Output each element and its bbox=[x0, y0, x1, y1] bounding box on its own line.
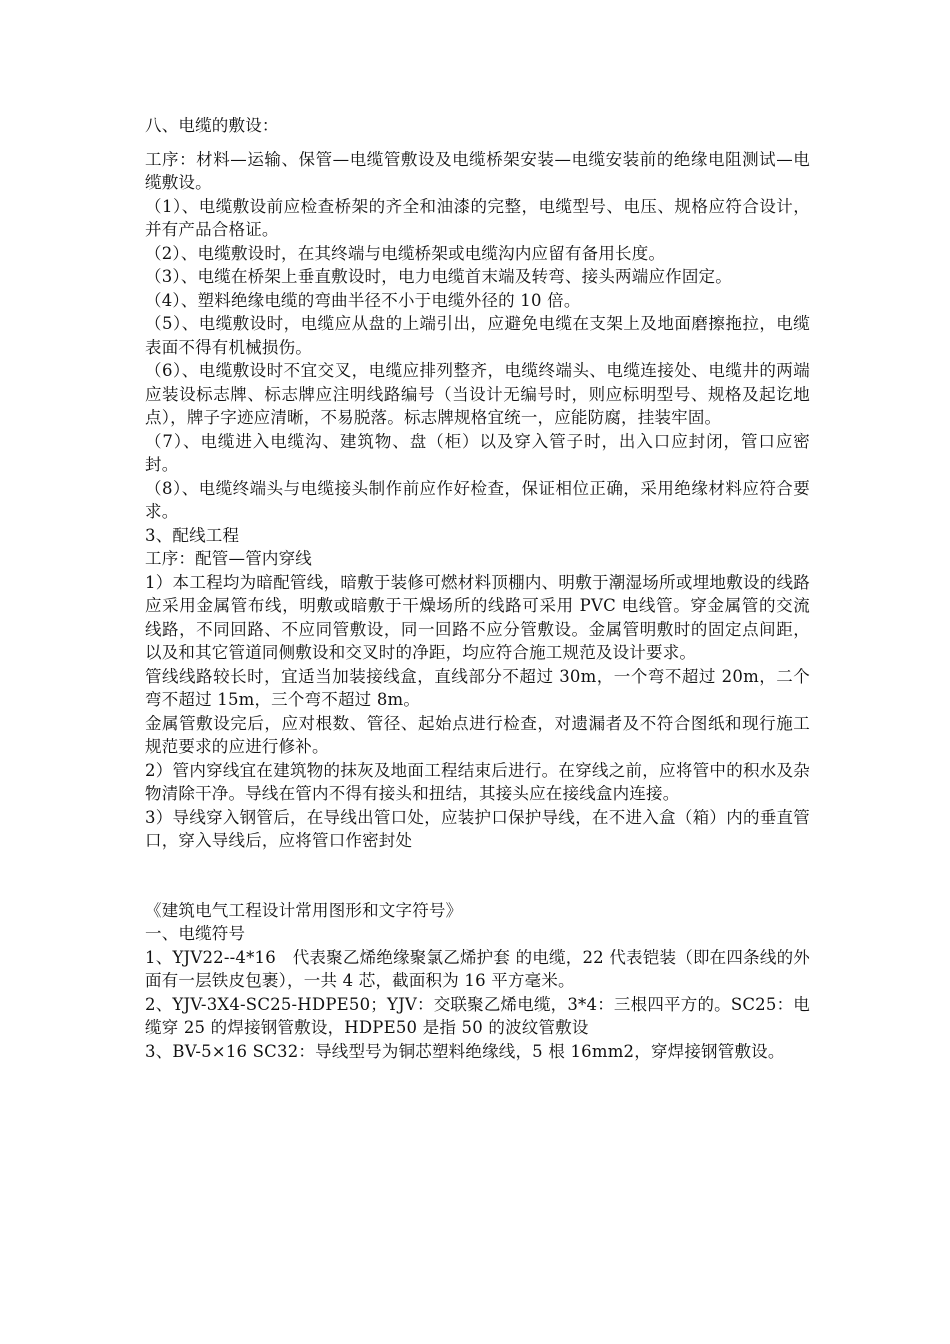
section-spacer bbox=[145, 853, 810, 899]
cable-item-4: （4）、塑料绝缘电缆的弯曲半径不小于电缆外径的 10 倍。 bbox=[145, 290, 581, 310]
wiring-paragraph-3: 金属管敷设完后，应对根数、管径、起始点进行检查，对遗漏者及不符合图纸和现行施工规范要求的应进行修补。 bbox=[145, 713, 810, 756]
cable-item-1: （1）、电缆敷设前应检查桥架的齐全和油漆的完整，电缆型号、电压、规格应符合设计，并有产品合格证。 bbox=[145, 196, 810, 239]
wiring-paragraph-5: 3）导线穿入钢管后，在导线出管口处，应装护口保护导线，在不进入盒（箱）内的垂直管口，穿入导线后，应将管口作密封处 bbox=[145, 807, 810, 850]
cable-item-7: （7）、电缆进入电缆沟、建筑物、盘（柜）以及穿入管子时，出入口应封闭，管口应密封。 bbox=[145, 431, 810, 474]
symbol-item-2: 2、YJV-3X4-SC25-HDPE50；YJV：交联聚乙烯电缆，3*4：三根四平方的。SC25：电缆穿 25 的焊接钢管敷设，HDPE50 是指 50 的波纹管敷设 bbox=[145, 994, 810, 1037]
cable-item-8: （8）、电缆终端头与电缆接头制作前应作好检查，保证相位正确，采用绝缘材料应符合要求。 bbox=[145, 478, 810, 521]
wiring-paragraph-2: 管线线路较长时，宜适当加装接线盒，直线部分不超过 30m，一个弯不超过 20m，二个弯不超过 15m，三个弯不超过 8m。 bbox=[145, 666, 810, 709]
cable-item-2: （2）、电缆敷设时，在其终端与电缆桥架或电缆沟内应留有备用长度。 bbox=[145, 243, 666, 263]
cable-item-3: （3）、电缆在桥架上垂直敷设时，电力电缆首末端及转弯、接头两端应作固定。 bbox=[145, 267, 732, 286]
section-heading-cable-laying: 八、电缆的敷设： bbox=[145, 116, 279, 135]
symbols-title: 《建筑电气工程设计常用图形和文字符号》 bbox=[145, 900, 463, 920]
wiring-process: 工序：配管—管内穿线 bbox=[145, 549, 312, 568]
cable-item-6: （6）、电缆敷设时不宜交叉，电缆应排列整齐，电缆终端头、电缆连接处、电缆井的两端应装设标志牌、标志牌应注明线路编号（当设计无编号时，则应标明型号、规格及起讫地点），牌子字迹应清晰，不易脱落。标志牌规格宜统一，应能防腐，挂装牢固。 bbox=[145, 361, 810, 427]
symbol-item-3: 3、BV-5×16 SC32：导线型号为铜芯塑料绝缘线，5 根 16mm2，穿焊接钢管敷设。 bbox=[145, 1041, 785, 1061]
symbol-item-1: 1、YJV22--4*16 代表聚乙烯绝缘聚氯乙烯护套 的电缆，22 代表铠装（即在四条线的外面有一层铁皮包裹），一共 4 芯，截面积为 16 平方毫米。 bbox=[145, 947, 810, 990]
section-heading-wiring: 3、配线工程 bbox=[145, 525, 240, 545]
document-body bbox=[145, 114, 810, 1063]
cable-item-5: （5）、电缆敷设时，电缆应从盘的上端引出，应避免电缆在支架上及地面磨擦拖拉，电缆表面不得有机械损伤。 bbox=[145, 314, 810, 357]
wiring-paragraph-1: 1）本工程均为暗配管线，暗敷于装修可燃材料顶棚内、明敷于潮湿场所或埋地敷设的线路应采用金属管布线，明敷或暗敷于干燥场所的线路可采用 PVC 电线管。穿金属管的交流线路，不同回路、不应同管敷设，同一回路不应分管敷设。金属管明敷时的固定点间距，以及和其它管道同侧敷设和交叉时的净距，均应符合施工规范及设计要求。 bbox=[145, 572, 810, 662]
wiring-paragraph-4: 2）管内穿线宜在建筑物的抹灰及地面工程结束后进行。在穿线之前，应将管中的积水及杂物清除干净。导线在管内不得有接头和扭结，其接头应在接线盒内连接。 bbox=[145, 760, 810, 803]
symbols-heading: 一、电缆符号 bbox=[145, 924, 246, 943]
process-paragraph: 工序：材料—运输、保管—电缆管敷设及电缆桥架安装—电缆安装前的绝缘电阻测试—电缆敷设。 bbox=[145, 149, 810, 192]
